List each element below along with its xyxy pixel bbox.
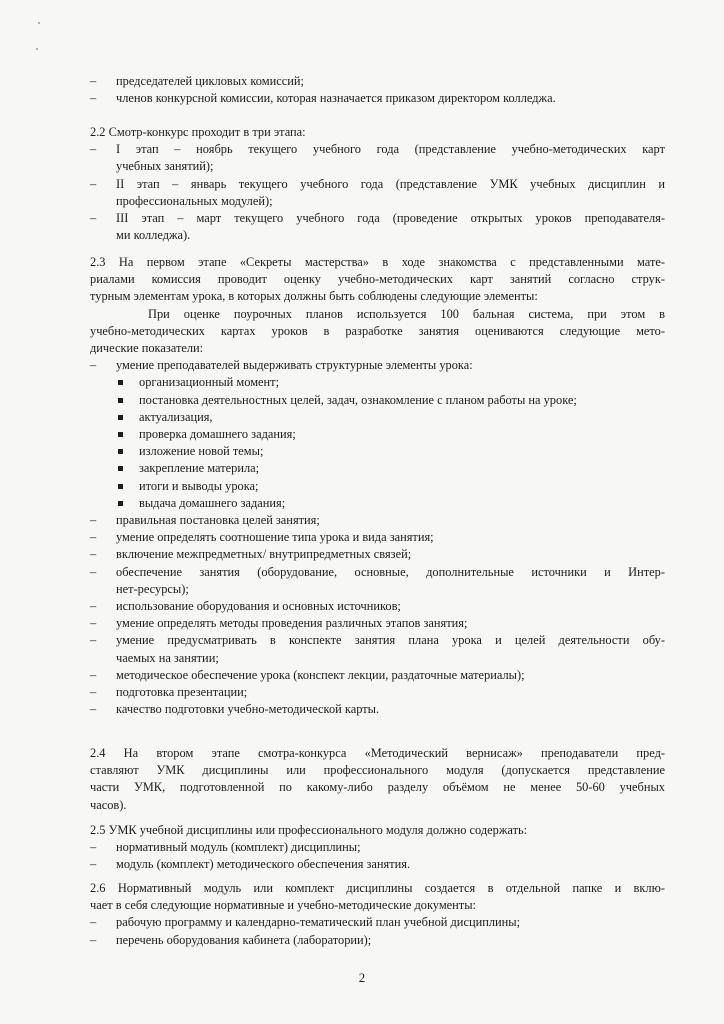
bullet-marker (118, 415, 123, 420)
dash-marker: – (90, 599, 97, 614)
bullet-text: закрепление материла; (139, 461, 260, 476)
bullet-marker (118, 398, 123, 403)
paragraph-line: часов). (90, 797, 127, 812)
bullet-item (90, 392, 665, 409)
section-heading: 2.5 УМК учебной дисциплины или профессионального модуля должно содержать: (90, 823, 528, 837)
bullet-text: выдача домашнего задания; (139, 495, 286, 510)
list-item-text: перечень оборудования кабинета (лаборатории); (116, 932, 372, 947)
paragraph-line: чает в себя следующие нормативные и учебно-методические документы: (90, 898, 476, 913)
dash-marker: – (90, 91, 97, 106)
criteria-item (90, 632, 665, 666)
criteria-item (90, 512, 665, 529)
stage-text: I этап – ноябрь текущего учебного года (представление учебно-методических карт (116, 142, 665, 157)
criteria-text: включение межпредметных/ внутрипредметных связей; (116, 547, 412, 562)
dash-marker: – (90, 702, 97, 717)
criteria-text: обеспечение занятия (оборудование, основные, дополнительные источники и Интер- (116, 564, 665, 579)
bullet-marker (118, 449, 123, 454)
dash-marker: – (90, 74, 97, 88)
section-2-3 (90, 254, 665, 718)
section-2-2 (90, 124, 665, 244)
list-item (90, 73, 665, 90)
bullet-text: организационный момент; (139, 375, 280, 390)
bullet-marker (118, 501, 123, 506)
criteria-item (90, 684, 665, 701)
criteria-text: методическое обеспечение урока (конспект лекции, раздаточные материалы); (116, 667, 525, 682)
paragraph-line: 2.4 На втором этапе смотра-конкурса «Методический вернисаж» преподаватели пред- (90, 746, 665, 760)
dash-marker: – (90, 211, 97, 226)
criteria-text: нет-ресурсы); (116, 581, 189, 596)
criteria-text: умение предусматривать в конспекте занятия плана урока и целей деятельности обу- (116, 633, 665, 648)
paragraph-line: турным элементам урока, в которых должны быть соблюдены следующие элементы: (90, 289, 538, 304)
scan-speck (38, 22, 40, 24)
dash-marker: – (90, 915, 97, 930)
bullet-marker (118, 380, 123, 385)
bullet-marker (118, 484, 123, 489)
criteria-text: качество подготовки учебно-методической карты. (116, 702, 380, 717)
bullet-text: актуализация, (139, 409, 213, 424)
dash-marker: – (90, 685, 97, 700)
stage-text: III этап – март текущего учебного года (проведение открытых уроков преподавателя- (116, 211, 665, 226)
paragraph-line: 2.6 Нормативный модуль или комплект дисциплины создается в отдельной папке и вклю- (90, 881, 665, 895)
stage-text: II этап – январь текущего учебного года (представление УМК учебных дисциплин и (116, 176, 665, 191)
section-2-5 (90, 822, 665, 874)
paragraph-line: части УМК, подготовленной по какому-либо разделу объёмом не менее 50-60 учебных (90, 780, 665, 795)
criteria-text: умение определять методы проведения различных этапов занятия; (116, 616, 468, 631)
paragraph-line: 2.3 На первом этапе «Секреты мастерства» в ходе знакомства с представленными мате- (90, 255, 665, 269)
dash-marker: – (90, 633, 97, 648)
bullet-item (90, 443, 665, 460)
criteria-item (90, 667, 665, 684)
dash-marker: – (90, 142, 97, 157)
stage-text: ми колледжа). (116, 228, 191, 243)
criteria-text: правильная постановка целей занятия; (116, 513, 320, 528)
page-number: 2 (358, 970, 366, 985)
bullet-item (90, 409, 665, 426)
paragraph-line: ставляют УМК дисциплины или профессионального модуля (допускается представление (90, 763, 665, 778)
dash-marker: – (90, 530, 97, 545)
dash-marker: – (90, 564, 97, 579)
intro-list (90, 73, 665, 107)
section-2-4 (90, 745, 665, 814)
list-item-text: председателей цикловых комиссий; (116, 74, 304, 88)
paragraph-line: При оценке поурочных планов используется 100 бальная система, при этом в (148, 306, 665, 321)
list-item-text: членов конкурсной комиссии, которая назначается приказом директором колледжа. (116, 91, 556, 106)
paragraph-line: дические показатели: (90, 341, 204, 356)
paragraph-line: риалами комиссия проводит оценку учебно-методических карт занятий согласно струк- (90, 272, 665, 287)
stage-text: учебных занятий); (116, 159, 214, 174)
bullet-marker (118, 432, 123, 437)
bullet-text: постановка деятельностных целей, задач, ознакомление с планом работы на уроке; (139, 392, 577, 407)
dash-marker: – (90, 176, 97, 191)
list-item (90, 357, 665, 374)
stage-item (90, 176, 665, 210)
list-item (90, 90, 665, 107)
stage-text: профессиональных модулей); (116, 193, 273, 208)
bullet-item (90, 426, 665, 443)
bullet-item (90, 495, 665, 512)
criteria-text: чаемых на занятии; (116, 650, 219, 665)
list-item-text: рабочую программу и календарно-тематический план учебной дисциплины; (116, 915, 521, 930)
dash-marker: – (90, 547, 97, 562)
stage-item (90, 210, 665, 244)
section-2-6 (90, 880, 665, 949)
bullet-marker (118, 466, 123, 471)
criteria-item (90, 701, 665, 718)
list-item (90, 914, 665, 931)
bullet-text: итоги и выводы урока; (139, 478, 259, 493)
criteria-item (90, 564, 665, 598)
criteria-item (90, 598, 665, 615)
criteria-text: умение определять соотношение типа урока и вида занятия; (116, 530, 434, 545)
bullet-text: изложение новой темы; (139, 444, 264, 459)
bullet-item (90, 374, 665, 391)
list-item-text: модуль (комплект) методического обеспечения занятия. (116, 857, 411, 872)
list-item-text: нормативный модуль (комплект) дисциплины; (116, 840, 361, 855)
scan-speck (36, 48, 38, 50)
criteria-item (90, 546, 665, 563)
section-heading: 2.2 Смотр-конкурс проходит в три этапа: (90, 125, 306, 139)
dash-marker: – (90, 932, 97, 947)
bullet-item (90, 478, 665, 495)
list-item-text: умение преподавателей выдерживать структурные элементы урока: (116, 358, 473, 373)
list-item (90, 932, 665, 949)
dash-marker: – (90, 358, 97, 373)
dash-marker: – (90, 857, 97, 872)
criteria-text: использование оборудования и основных источников; (116, 599, 401, 614)
paragraph-line: учебно-методических картах уроков в разработке занятия оцениваются следующие мето- (90, 323, 665, 338)
dash-marker: – (90, 616, 97, 631)
stage-item (90, 141, 665, 175)
criteria-item (90, 615, 665, 632)
dash-marker: – (90, 667, 97, 682)
dash-marker: – (90, 840, 97, 855)
list-item (90, 839, 665, 856)
dash-marker: – (90, 513, 97, 528)
criteria-text: подготовка презентации; (116, 685, 248, 700)
bullet-item (90, 460, 665, 477)
criteria-item (90, 529, 665, 546)
list-item (90, 856, 665, 873)
bullet-text: проверка домашнего задания; (139, 427, 296, 442)
